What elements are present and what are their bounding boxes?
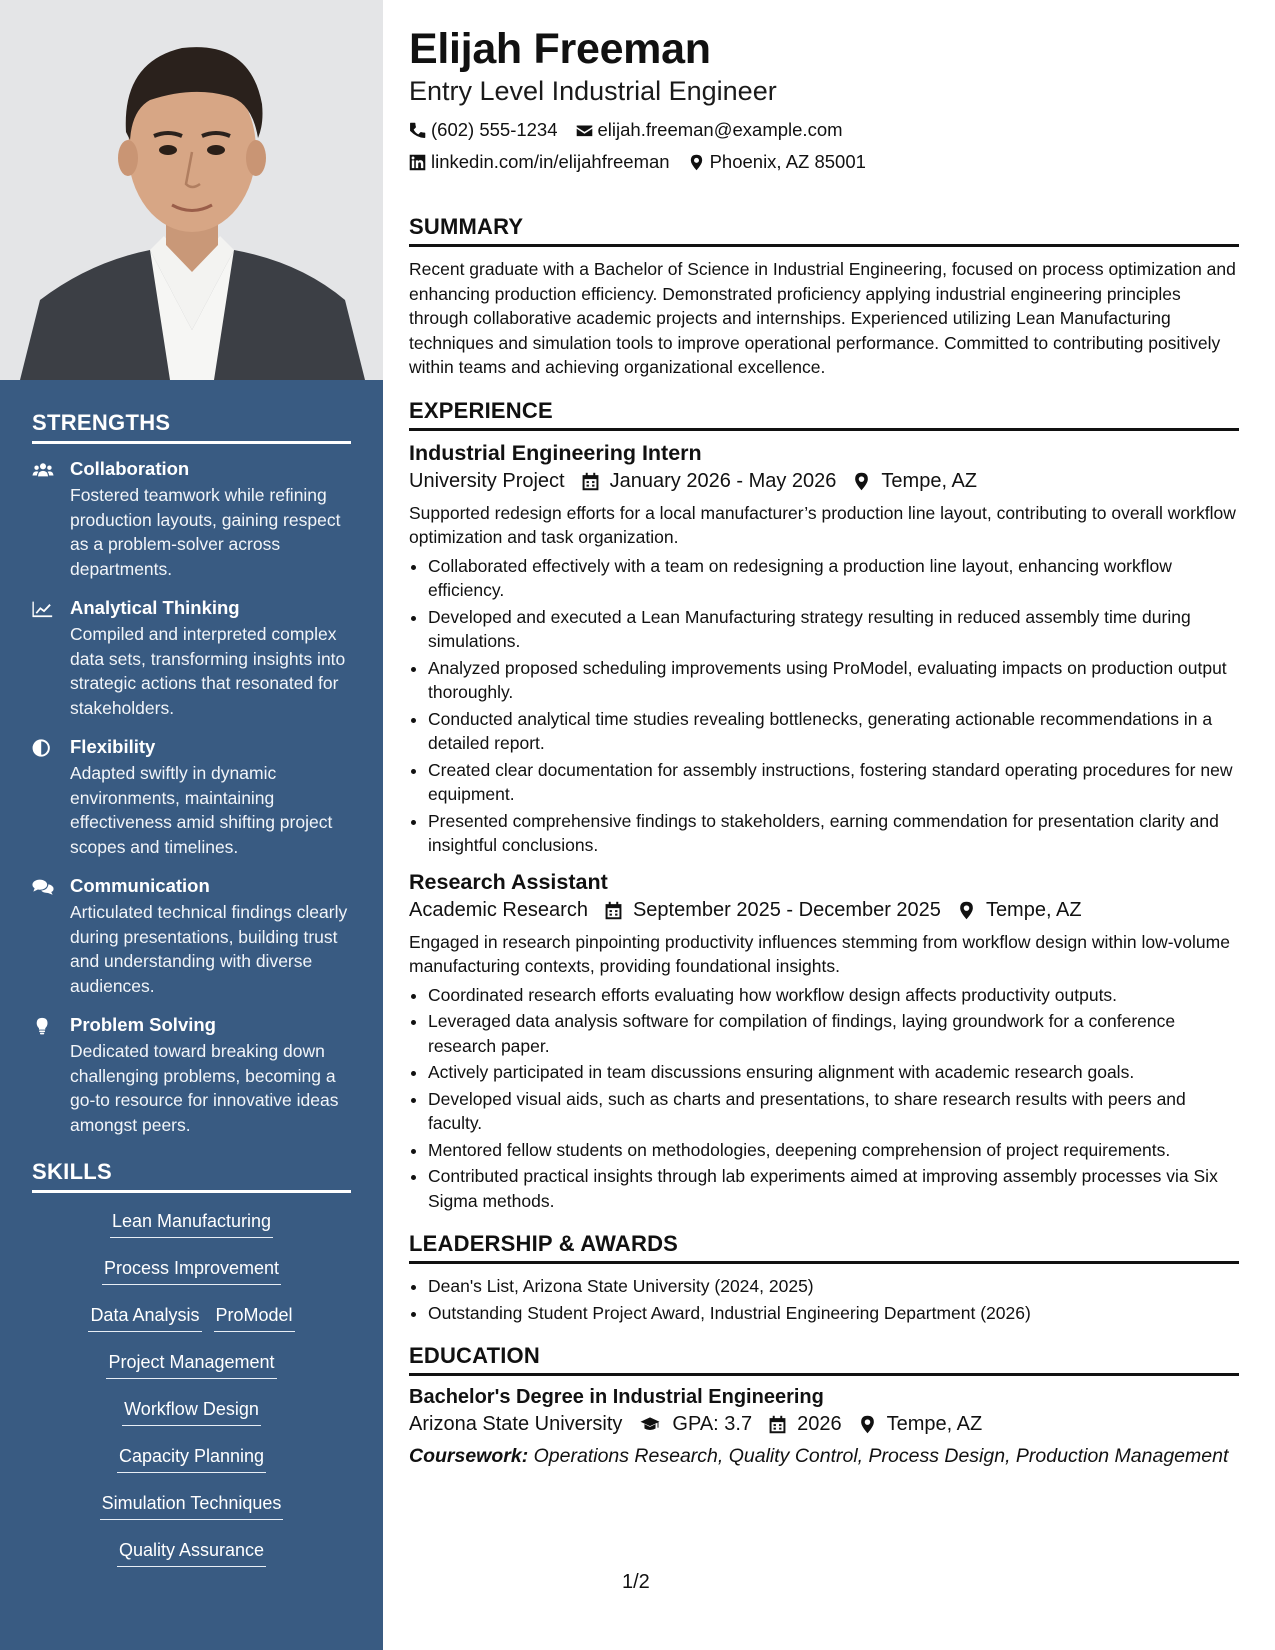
contact-row: [409, 114, 1239, 146]
page-number: 1/2: [622, 1571, 650, 1593]
location-text: Phoenix, AZ 85001: [709, 151, 866, 172]
strength-title: Analytical Thinking: [70, 597, 240, 618]
strength-title: Collaboration: [70, 458, 190, 479]
job-location: Tempe, AZ: [881, 469, 978, 492]
job-meta: [409, 470, 1239, 493]
award-item: • Outstanding Student Project Award, Industrial Engineering Department (2026): [428, 1301, 1239, 1326]
linkedin-icon: [409, 154, 426, 171]
job-org: University Project: [409, 469, 565, 492]
lightbulb-icon: [32, 1014, 70, 1137]
strength-desc: Dedicated toward breaking down challenging problems, becoming a go-to resource for innovative ideas amongst peers.: [70, 1041, 339, 1135]
map-pin-icon: [858, 1415, 877, 1434]
strength-item: [32, 736, 351, 859]
job-bullet: • Presented comprehensive findings to stakeholders, earning commendation for presentation clarity and insightful conclusions.: [428, 809, 1239, 858]
job-bullets: [409, 983, 1239, 1214]
strength-item: [32, 458, 351, 581]
skills-list: [32, 1207, 351, 1567]
job-entry: [409, 441, 1239, 858]
skills-heading: SKILLS: [32, 1159, 351, 1193]
map-pin-icon: [688, 154, 705, 171]
strength-item: [32, 597, 351, 720]
job-title: Industrial Engineering Intern: [409, 440, 702, 465]
skill-tag: Process Improvement: [102, 1254, 281, 1285]
calendar-icon: [581, 472, 600, 491]
leadership-heading: LEADERSHIP & AWARDS: [409, 1231, 1239, 1264]
skill-tag: Workflow Design: [122, 1395, 261, 1426]
phone-icon: [409, 122, 426, 139]
phone-text: (602) 555-1234: [431, 119, 558, 140]
skill-tag: ProModel: [214, 1301, 295, 1332]
profile-photo: [0, 0, 383, 380]
job-description: Supported redesign efforts for a local manufacturer’s production line layout, contributing to overall workflow optimization and task organization.: [409, 502, 1236, 547]
sidebar-content: [32, 410, 351, 1583]
degree-title: Bachelor's Degree in Industrial Engineering: [409, 1386, 824, 1408]
calendar-icon: [604, 901, 623, 920]
job-bullet: • Leveraged data analysis software for compilation of findings, laying groundwork for a conference research paper.: [428, 1009, 1239, 1058]
skill-tag: Lean Manufacturing: [110, 1207, 273, 1238]
skill-tag: Data Analysis: [88, 1301, 201, 1332]
job-bullet: • Collaborated effectively with a team on redesigning a production line layout, enhancing workflow efficiency.: [428, 554, 1239, 603]
email-text: elijah.freeman@example.com: [597, 119, 843, 140]
users-icon: [32, 458, 70, 581]
graduation-year: 2026: [797, 1413, 842, 1435]
job-org: Academic Research: [409, 898, 588, 921]
job-bullets: [409, 554, 1239, 858]
job-meta: [409, 899, 1239, 922]
strength-item: [32, 1014, 351, 1137]
strength-desc: Fostered teamwork while refining production layouts, gaining respect as a problem-solver across departments.: [70, 485, 341, 579]
job-bullet: • Analyzed proposed scheduling improvements using ProModel, evaluating impacts on production output thoroughly.: [428, 656, 1239, 705]
job-bullet: • Conducted analytical time studies revealing bottlenecks, generating actionable recommendations in a detailed report.: [428, 707, 1239, 756]
skill-tag: Capacity Planning: [117, 1442, 266, 1473]
linkedin-text: linkedin.com/in/elijahfreeman: [431, 151, 670, 172]
phone-contact[interactable]: [409, 114, 558, 146]
job-bullet: • Contributed practical insights through lab experiments aimed at improving assembly processes via Six Sigma methods.: [428, 1164, 1239, 1213]
job-bullet: • Developed and executed a Lean Manufacturing strategy resulting in reduced assembly time during simulations.: [428, 605, 1239, 654]
strength-title: Communication: [70, 875, 210, 896]
job-location: Tempe, AZ: [985, 898, 1082, 921]
envelope-icon: [576, 122, 593, 139]
skill-tag: Quality Assurance: [117, 1536, 266, 1567]
job-bullet: • Coordinated research efforts evaluating how workflow design affects productivity outputs.: [428, 983, 1239, 1008]
awards-list: [409, 1274, 1239, 1325]
strength-desc: Adapted swiftly in dynamic environments, maintaining effectiveness amid shifting project scopes and timelines.: [70, 763, 333, 857]
sidebar: [0, 0, 383, 1650]
strength-title: Flexibility: [70, 736, 156, 757]
strength-desc: Articulated technical findings clearly during presentations, building trust and understanding with diverse audiences.: [70, 902, 348, 996]
coursework: [409, 1444, 1239, 1469]
chart-line-icon: [32, 597, 70, 720]
job-bullet: • Mentored fellow students on methodologies, deepening comprehension of project requirements.: [428, 1138, 1239, 1163]
strength-title: Problem Solving: [70, 1014, 216, 1035]
linkedin-contact[interactable]: [409, 146, 670, 178]
graduation-cap-icon: [638, 1415, 662, 1434]
map-pin-icon: [957, 901, 976, 920]
job-bullet: • Created clear documentation for assembly instructions, fostering standard operating procedures for new equipment.: [428, 758, 1239, 807]
job-description: Engaged in research pinpointing productivity influences stemming from workflow design within low-volume manufacturing contexts, providing foundational insights.: [409, 931, 1230, 976]
job-title: Research Assistant: [409, 869, 608, 894]
main-content: [409, 24, 1239, 1469]
summary-text: Recent graduate with a Bachelor of Science in Industrial Engineering, focused on process optimization and enhancing production efficiency. Demonstrated proficiency applying industrial engineering principles through collaborative academic projects and internships. Experienced utilizing Lean Manufacturing techniques and simulation tools to improve operational performance. Committed to contributing positively within teams and achieving organizational excellence.: [409, 259, 1236, 377]
comments-icon: [32, 875, 70, 998]
strengths-heading: STRENGTHS: [32, 410, 351, 444]
contact-row: [409, 146, 1239, 178]
job-bullet: • Developed visual aids, such as charts and presentations, to share research results with peers and faculty.: [428, 1087, 1239, 1136]
map-pin-icon: [852, 472, 871, 491]
skill-tag: Simulation Techniques: [100, 1489, 284, 1520]
job-entry: [409, 870, 1239, 1214]
candidate-title: Entry Level Industrial Engineer: [409, 76, 777, 106]
education-meta: [409, 1413, 1239, 1436]
coursework-text: Operations Research, Quality Control, Process Design, Production Management: [528, 1445, 1229, 1467]
candidate-name: Elijah Freeman: [409, 25, 711, 73]
strength-desc: Compiled and interpreted complex data sets, transforming insights into strategic actions that resonated for stakeholders.: [70, 624, 346, 718]
job-dates: September 2025 - December 2025: [632, 898, 941, 921]
calendar-icon: [768, 1415, 787, 1434]
education-heading: EDUCATION: [409, 1343, 1239, 1376]
award-item: • Dean's List, Arizona State University (2024, 2025): [428, 1274, 1239, 1299]
coursework-label: Coursework:: [409, 1445, 529, 1467]
job-dates: January 2026 - May 2026: [609, 469, 837, 492]
experience-heading: EXPERIENCE: [409, 398, 1239, 431]
gpa-text: GPA: 3.7: [672, 1413, 753, 1435]
location-contact: [688, 146, 866, 178]
job-bullet: • Actively participated in team discussions ensuring alignment with academic research goals.: [428, 1060, 1239, 1085]
school-name: Arizona State University: [409, 1413, 623, 1435]
summary-heading: SUMMARY: [409, 214, 1239, 247]
email-contact[interactable]: [576, 114, 843, 146]
strength-item: [32, 875, 351, 998]
school-location: Tempe, AZ: [886, 1413, 983, 1435]
skill-tag: Project Management: [106, 1348, 276, 1379]
half-circle-icon: [32, 736, 70, 859]
